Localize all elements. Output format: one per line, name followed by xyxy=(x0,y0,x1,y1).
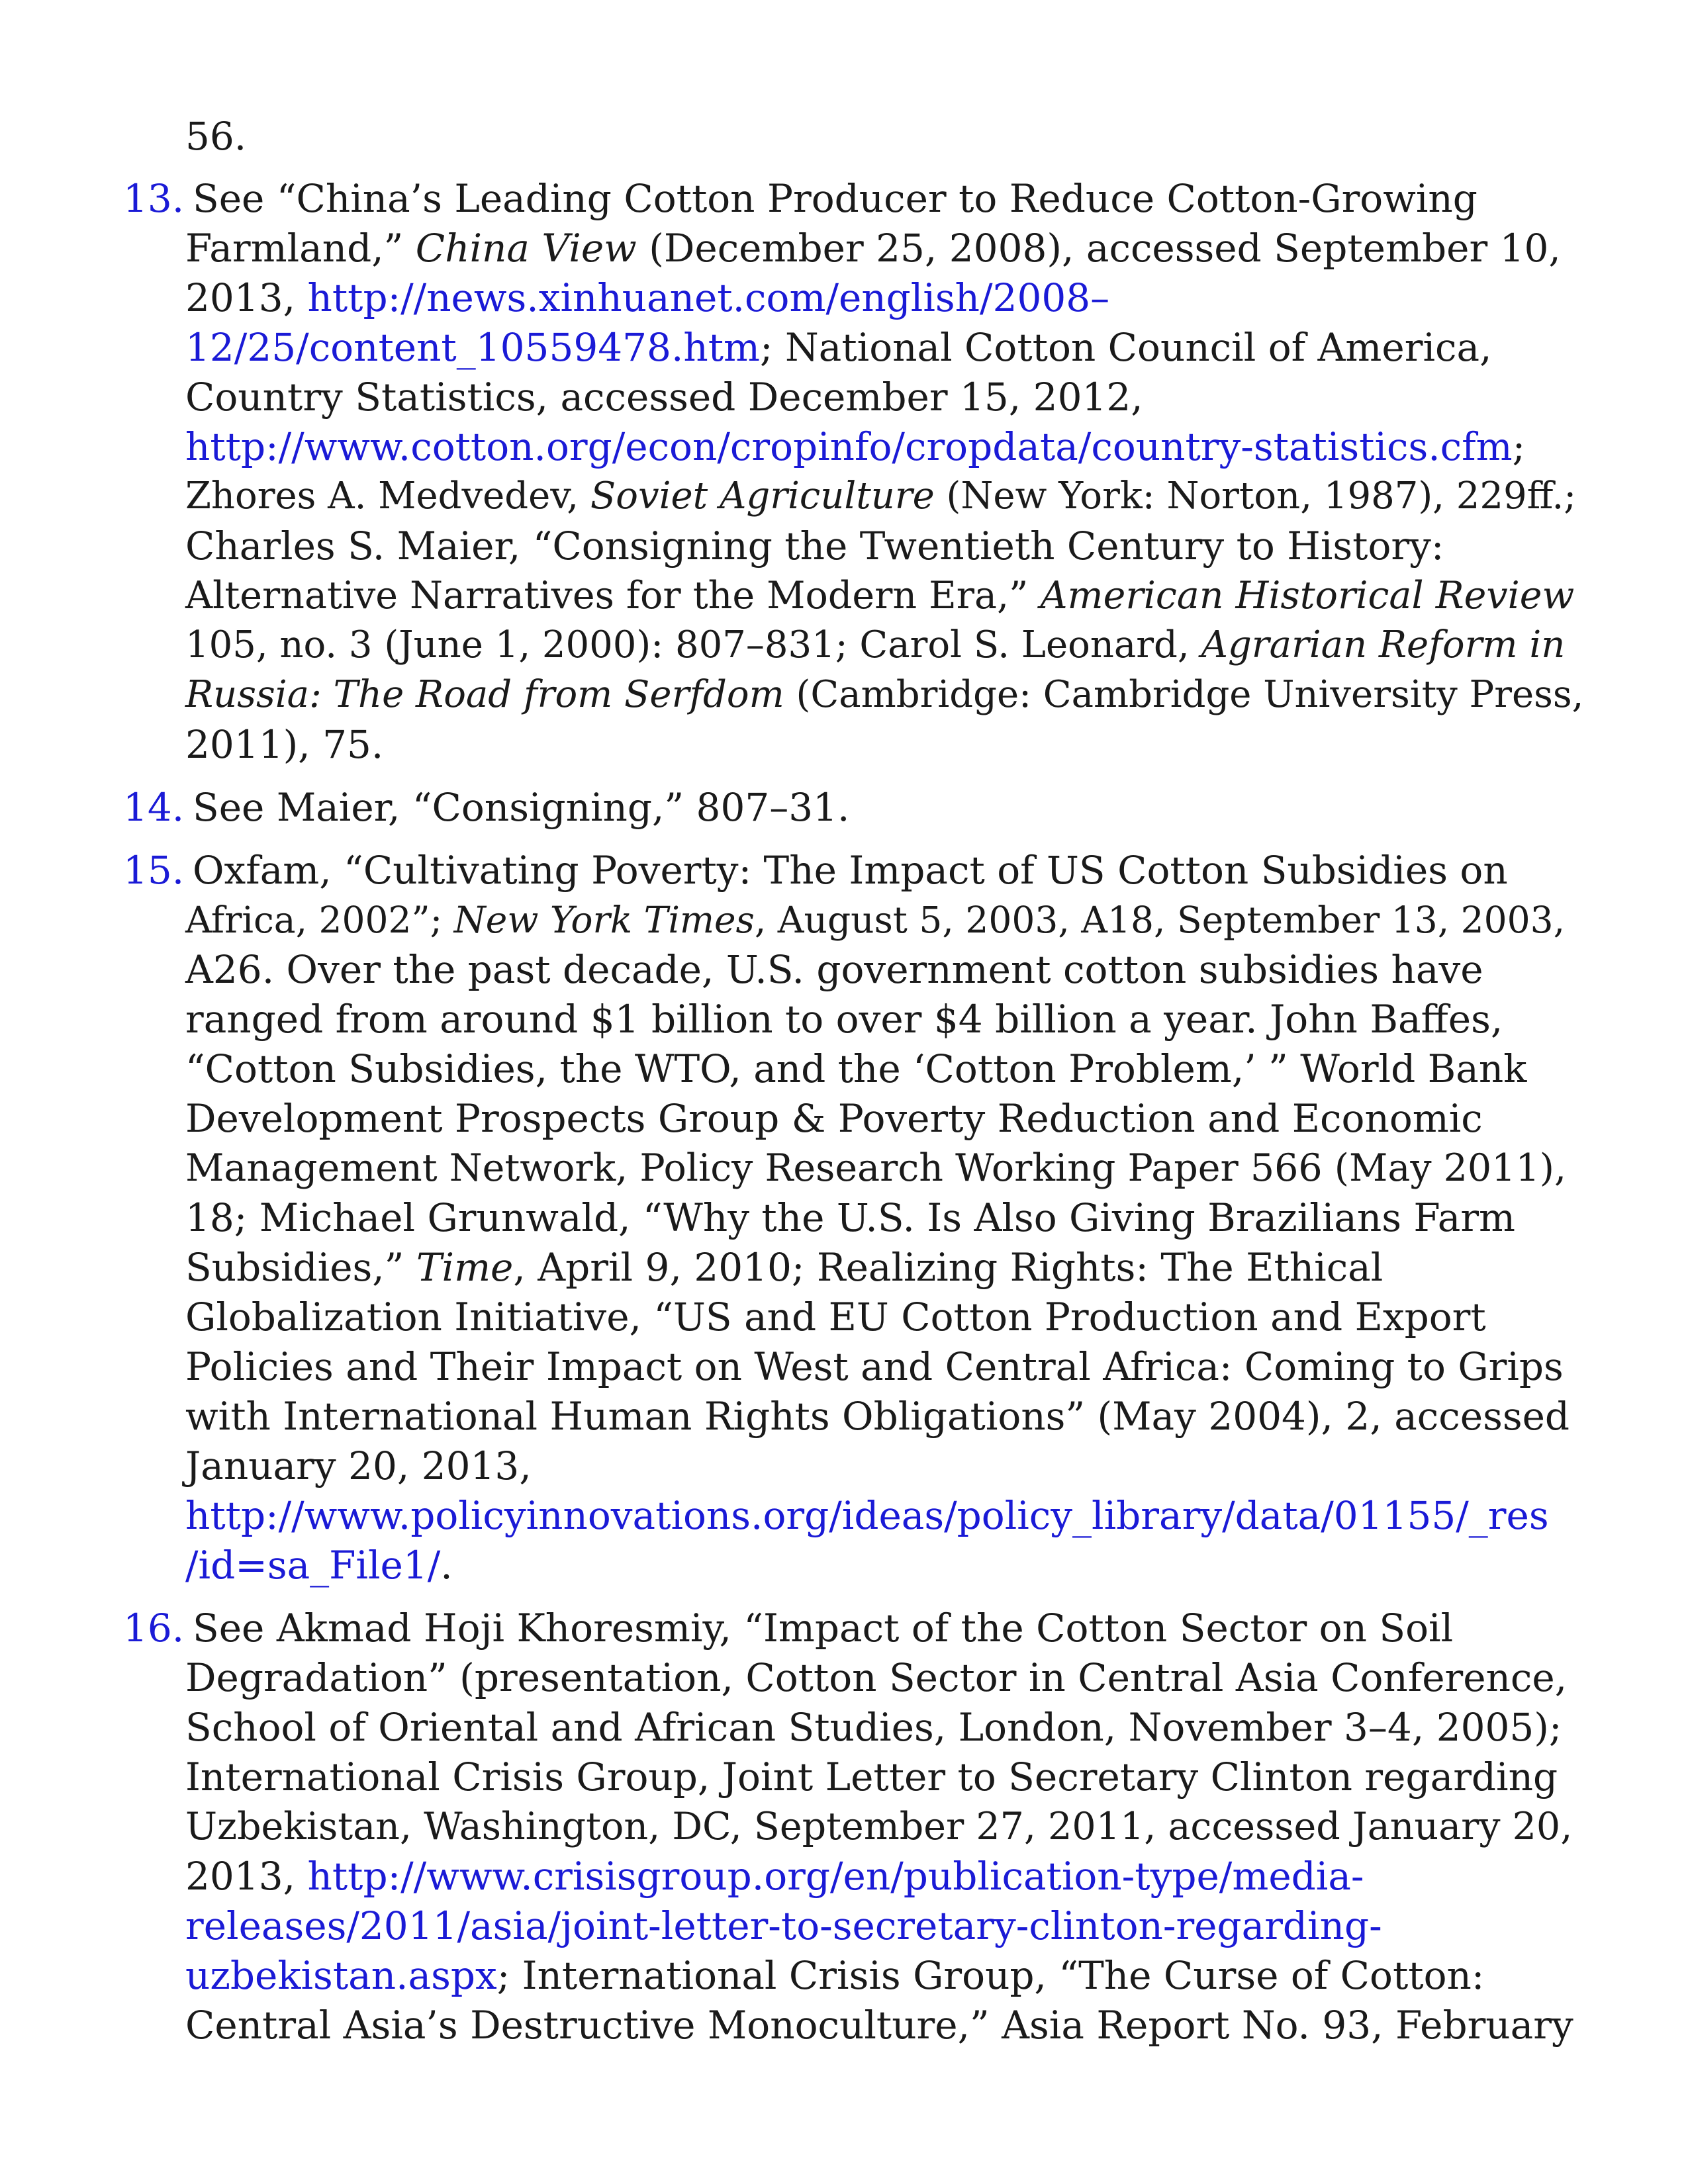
note-15-line-15 xyxy=(185,1540,453,1590)
text-run: January 20, 2013, xyxy=(185,1443,532,1488)
url-link[interactable]: http://www.policyinnovations.org/ideas/policy_library/data/01155/_res xyxy=(185,1493,1549,1538)
text-run: 2011), 75. xyxy=(185,722,384,767)
text-run: Zhores A. Medvedev, xyxy=(185,475,590,518)
text-run: International Crisis Group, Joint Letter to Secretary Clinton regarding xyxy=(185,1754,1558,1799)
note-15-line-14 xyxy=(185,1490,1549,1541)
continuation-text: 56. xyxy=(185,114,247,159)
text-run: Farmland,” xyxy=(185,226,416,271)
text-run: Development Prospects Group & Poverty Reduction and Economic xyxy=(185,1096,1483,1141)
note-15-line-8 xyxy=(185,1193,1515,1243)
italic-title: Soviet Agriculture xyxy=(590,475,935,518)
text-run: 105, no. 3 (June 1, 2000): 807–831; Carol S. Leonard, xyxy=(185,623,1201,666)
text-run: Central Asia’s Destructive Monoculture,” Asia Report No. 93, February xyxy=(185,2003,1573,2048)
note-13-line-6 xyxy=(185,422,1525,472)
note-13-line-11 xyxy=(185,670,1583,720)
text-run: See Akmad Hoji Khoresmiy, “Impact of the Cotton Sector on Soil xyxy=(193,1606,1454,1651)
endnote-number xyxy=(123,782,184,833)
text-run: Africa, 2002”; xyxy=(185,899,454,941)
text-run: , April 9, 2010; Realizing Rights: The Ethical xyxy=(513,1245,1383,1290)
text-run: (New York: Norton, 1987), 229ff.; xyxy=(934,475,1577,518)
text-run: Oxfam, “Cultivating Poverty: The Impact of US Cotton Subsidies on xyxy=(193,848,1508,893)
note-15-line-4 xyxy=(185,994,1503,1044)
text-run: 18; Michael Grunwald, “Why the U.S. Is Also Giving Brazilians Farm xyxy=(185,1195,1516,1240)
endnote-number-16: 16. xyxy=(123,1606,185,1651)
note-13-line-2 xyxy=(185,223,1561,273)
text-run: , August 5, 2003, A18, September 13, 2003, xyxy=(754,899,1566,941)
note-13-line-12 xyxy=(185,719,383,770)
text-run: See “China’s Leading Cotton Producer to Reduce Cotton-Growing xyxy=(193,176,1477,221)
note-15-line-5 xyxy=(185,1044,1526,1094)
text-run: (December 25, 2008), accessed September 10, xyxy=(636,226,1561,271)
url-link[interactable]: 12/25/content_10559478.htm xyxy=(185,325,761,370)
note-13-line-3 xyxy=(185,273,1109,323)
endnote-number-15: 15. xyxy=(123,848,185,893)
italic-title: China View xyxy=(415,226,637,271)
text-run: A26. Over the past decade, U.S. government cotton subsidies have xyxy=(185,947,1483,992)
text-run: ; National Cotton Council of America, xyxy=(760,325,1492,370)
text-run: ; xyxy=(1512,424,1526,469)
note-15-line-11 xyxy=(185,1342,1564,1392)
text-run: . xyxy=(440,1543,453,1588)
url-link[interactable]: http://www.crisisgroup.org/en/publication-type/media- xyxy=(307,1854,1364,1899)
text-run: Globalization Initiative, “US and EU Cotton Production and Export xyxy=(185,1295,1486,1340)
text-run: ranged from around $1 billion to over $4 billion a year. John Baffes, xyxy=(185,997,1503,1042)
text-run: with International Human Rights Obligations” (May 2004), 2, accessed xyxy=(185,1394,1570,1439)
note-16-line-8 xyxy=(185,1950,1484,2001)
continuation-line xyxy=(185,111,246,161)
note-15-line-10 xyxy=(185,1292,1486,1342)
text-run: 2013, xyxy=(185,1854,308,1899)
note-15-line-9 xyxy=(185,1242,1383,1293)
italic-title: Agrarian Reform in xyxy=(1201,623,1566,666)
url-link[interactable]: http://www.cotton.org/econ/cropinfo/cropdata/country-statistics.cfm xyxy=(185,424,1513,469)
note-13-line-5 xyxy=(185,372,1143,422)
text-run: Country Statistics, accessed December 15, 2012, xyxy=(185,375,1143,420)
note-16-line-3 xyxy=(185,1702,1562,1752)
note-16-line-2 xyxy=(185,1653,1567,1703)
text-run: 2013, xyxy=(185,275,308,320)
url-link[interactable]: uzbekistan.aspx xyxy=(185,1953,497,1998)
note-16-line-6 xyxy=(185,1851,1364,1901)
text-run: Subsidies,” xyxy=(185,1245,416,1290)
text-run: ; International Crisis Group, “The Curse of Cotton: xyxy=(496,1953,1485,1998)
endnote-number-13: 13. xyxy=(123,176,185,221)
note-15-line-3 xyxy=(185,944,1483,995)
text-run: School of Oriental and African Studies, London, November 3–4, 2005); xyxy=(185,1705,1562,1750)
note-13-line-1 xyxy=(193,173,1477,224)
text-run: (Cambridge: Cambridge University Press, xyxy=(784,673,1584,716)
text-run: Charles S. Maier, “Consigning the Twentieth Century to History: xyxy=(185,523,1444,569)
url-link[interactable]: releases/2011/asia/joint-letter-to-secretary-clinton-regarding- xyxy=(185,1903,1382,1948)
text-run: Management Network, Policy Research Working Paper 566 (May 2011), xyxy=(185,1146,1567,1190)
note-16-line-5 xyxy=(185,1801,1572,1852)
note-16-line-7 xyxy=(185,1901,1382,1951)
note-16-line-4 xyxy=(185,1752,1558,1802)
note-13-line-7 xyxy=(185,471,1576,522)
endnote-number-14: 14. xyxy=(123,785,185,830)
note-13-line-10 xyxy=(185,620,1565,670)
note-15-line-2 xyxy=(185,895,1565,945)
note-15-line-6 xyxy=(185,1093,1483,1144)
note-13-line-4 xyxy=(185,322,1492,373)
note-15-line-13 xyxy=(185,1441,532,1491)
note-16-line-1 xyxy=(193,1603,1453,1653)
endnote-number xyxy=(123,1603,184,1653)
text-run: “Cotton Subsidies, the WTO, and the ‘Cotton Problem,’ ” World Bank xyxy=(185,1046,1527,1091)
note-14-line-1 xyxy=(193,782,850,833)
italic-title: New York Times xyxy=(453,899,755,941)
note-15-line-12 xyxy=(185,1391,1570,1441)
url-link[interactable]: /id=sa_File1/ xyxy=(185,1543,441,1588)
italic-title: American Historical Review xyxy=(1040,574,1575,617)
url-link[interactable]: http://news.xinhuanet.com/english/2008– xyxy=(307,275,1110,320)
note-15-line-1 xyxy=(193,845,1508,895)
text-run: See Maier, “Consigning,” 807–31. xyxy=(193,785,850,830)
note-16-line-9 xyxy=(185,2000,1573,2050)
italic-title: Russia: The Road from Serfdom xyxy=(185,673,784,716)
note-15-line-7 xyxy=(185,1143,1566,1193)
note-13-line-8 xyxy=(185,521,1444,571)
endnote-number xyxy=(123,845,184,895)
italic-title: Time xyxy=(416,1245,514,1290)
note-13-line-9 xyxy=(185,570,1574,621)
text-run: Degradation” (presentation, Cotton Sector in Central Asia Conference, xyxy=(185,1655,1568,1700)
text-run: Policies and Their Impact on West and Central Africa: Coming to Grips xyxy=(185,1344,1564,1389)
text-run: Uzbekistan, Washington, DC, September 27, 2011, accessed January 20, xyxy=(185,1805,1573,1848)
endnote-number xyxy=(123,173,184,224)
text-run: Alternative Narratives for the Modern Era,” xyxy=(185,574,1041,617)
